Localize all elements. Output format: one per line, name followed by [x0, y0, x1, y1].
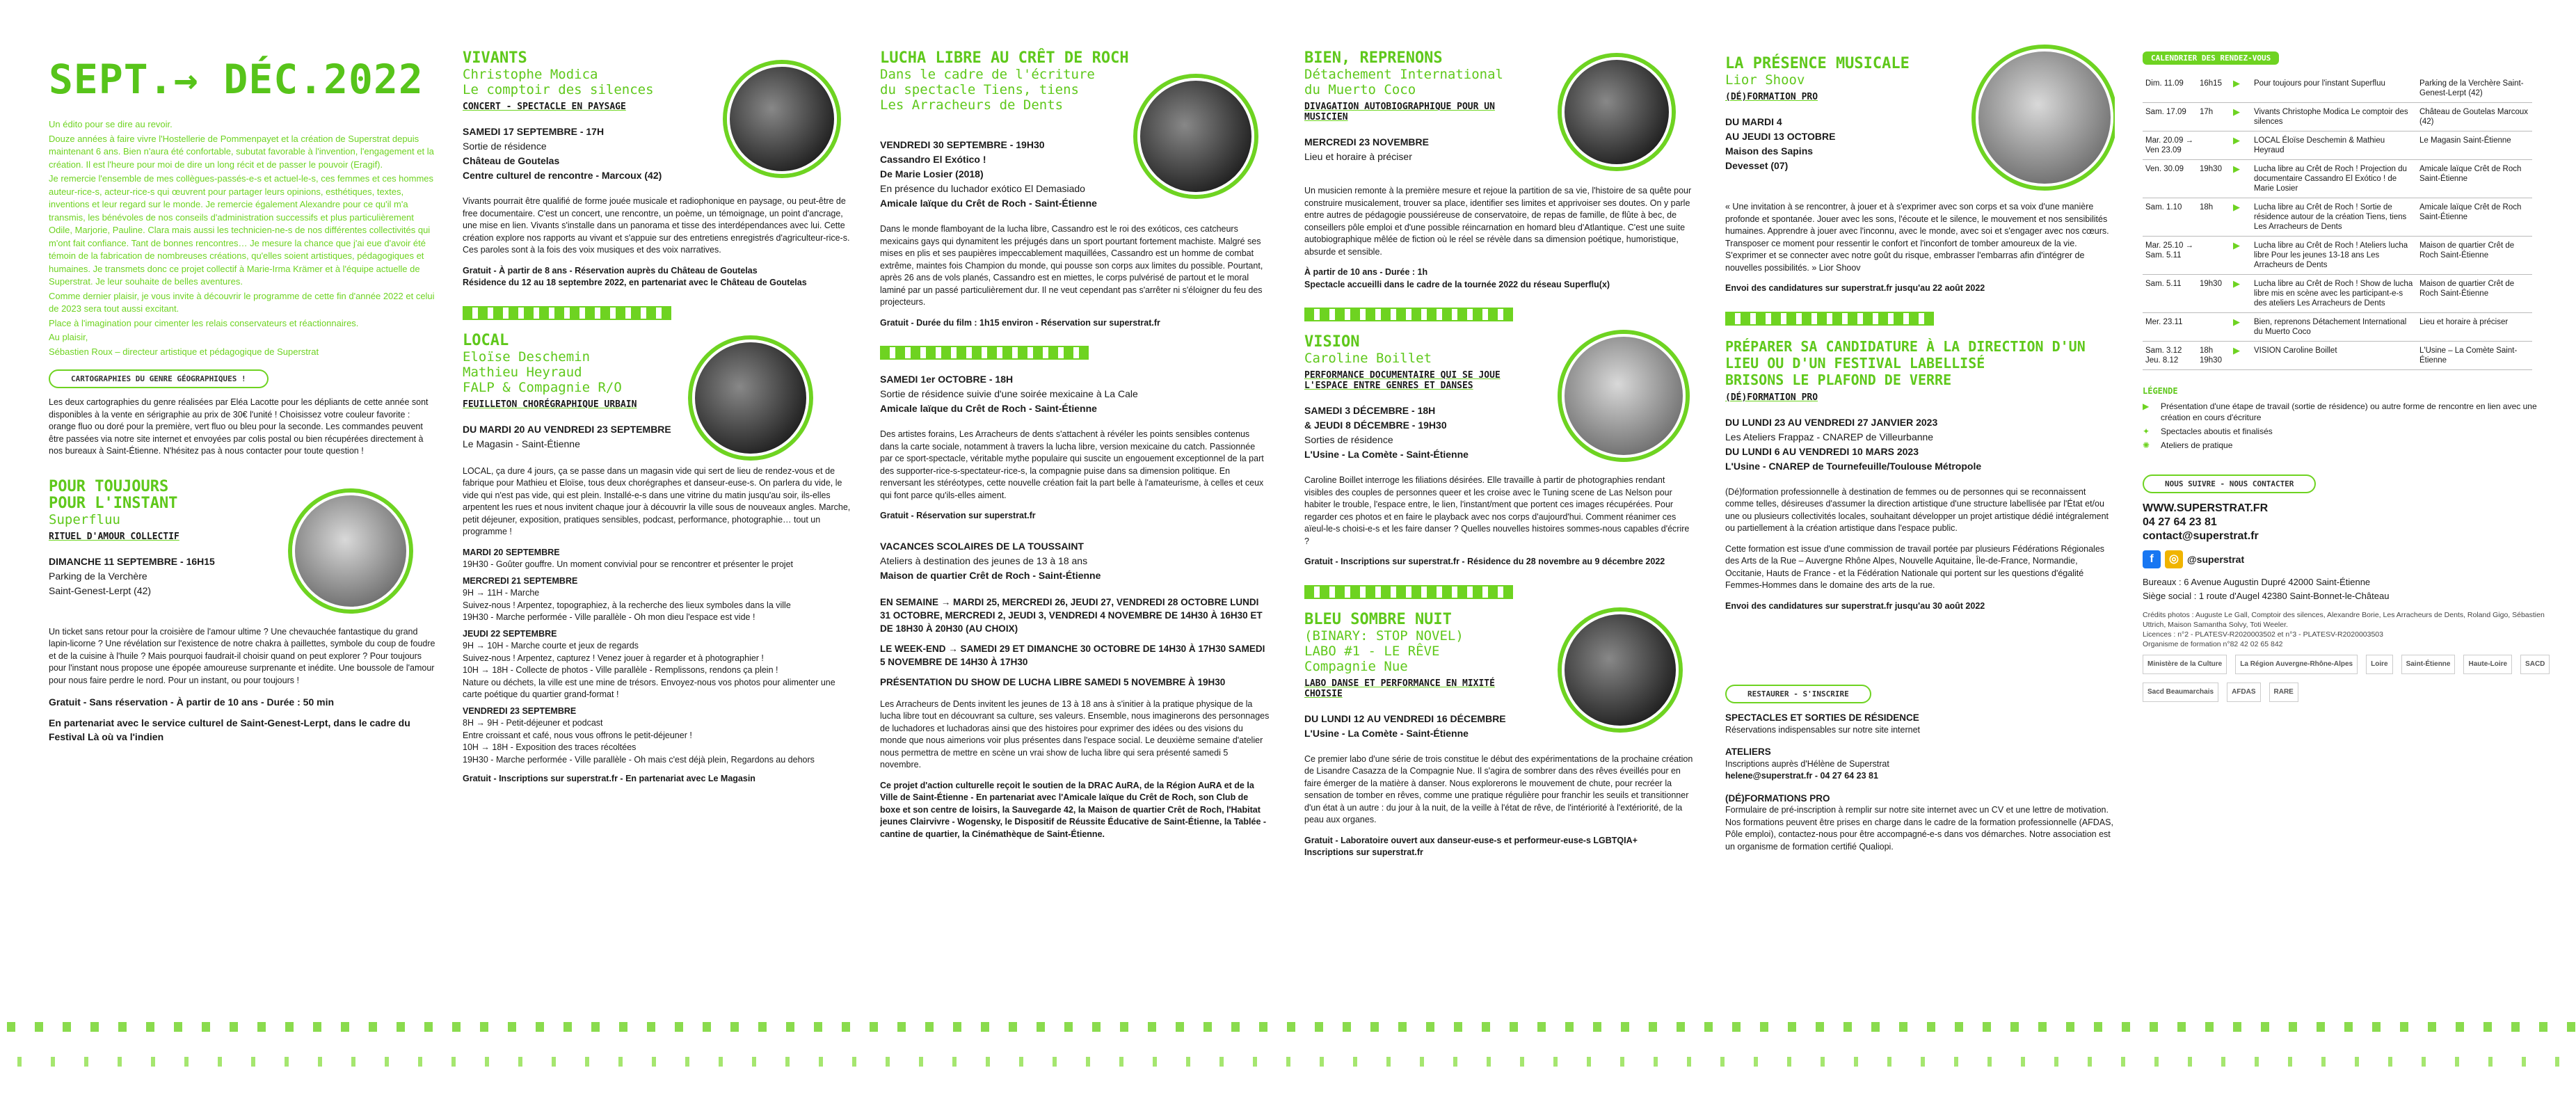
partner-logo: Loire [2366, 655, 2392, 674]
restaurer-s3: (DÉ)FORMATIONS PRO [1725, 792, 1830, 804]
local-day-4: VENDREDI 23 SEPTEMBRE [463, 705, 577, 716]
lucha-line-2a: Sortie de résidence suivie d'une soirée mexicaine à La Cale [880, 388, 1138, 399]
vision-photo [1562, 334, 1686, 458]
divider [1725, 312, 1934, 326]
calendar-event: Vivants Christophe Modica Le comptoir des silences [2251, 103, 2417, 131]
column-3 [880, 0, 1270, 1009]
lucha-title: LUCHA LIBRE AU CRÊT DE ROCH [880, 49, 1129, 67]
intro-line: Au plaisir, [49, 332, 88, 342]
email-link[interactable]: contact@superstrat.fr [2143, 530, 2259, 542]
bien-company-2: du Muerto Coco [1304, 82, 1416, 97]
vac-line-5: LE WEEK-END → SAMEDI 29 ET DIMANCHE 30 OCTOBRE DE 14H30 À 17H30 SAMEDI 5 NOVEMBRE DE 14H30 À 17H30 [880, 643, 1265, 667]
calendar-row [2143, 275, 2532, 313]
preparer-section [1725, 338, 2115, 613]
vivants-line-1: Sortie de résidence [463, 141, 547, 152]
facebook-icon[interactable]: f [2143, 550, 2161, 568]
calendar-place: Lieu et horaire à préciser [2417, 313, 2532, 342]
lucha-vacances [880, 539, 1270, 583]
local-day-4-c: 10H → 18H - Exposition des traces récoltées [463, 742, 637, 752]
calendar-time: 17h [2197, 103, 2230, 131]
bleu-title: BLEU SOMBRE NUIT [1304, 610, 1452, 628]
column-5 [1725, 0, 2115, 1009]
calendar-row [2143, 342, 2532, 370]
calendar-event: Pour toujours pour l'instant Superfluu [2251, 74, 2417, 103]
local-company: FALP & Compagnie R/O [463, 379, 622, 395]
bien-place: Lieu et horaire à préciser [1304, 151, 1412, 162]
vivants-foot-1: Gratuit - À partir de 8 ans - Réservation auprès du Château de Goutelas [463, 265, 758, 276]
intro-line: Place à l'imagination pour cimenter les relais conservateurs et réactionnaires. [49, 317, 359, 328]
local-artist-2: Mathieu Heyraud [463, 364, 582, 380]
local-day-3-d: Nature ou déchets, la ville est une mine de trésors. Envoyez-nous vos photos pour alimenter une carte poétique du quartier grand-format ! [463, 677, 835, 699]
local-day-3-b: Suivez-nous ! Arpentez, capturez ! Venez jouer à regarder et à photographier ! [463, 653, 764, 663]
bleu-foot-1: Gratuit - Laboratoire ouvert aux danseur-euse-s et performeur-euse-s LGBTQIA+ [1304, 835, 1638, 845]
organisme: Organisme de formation n°82 42 02 65 842 [2143, 640, 2283, 648]
toujours-title-2: POUR L'INSTANT [49, 494, 178, 512]
vac-line-2: Ateliers à destination des jeunes de 13 à 18 ans [880, 555, 1088, 566]
vision-line-1: Sorties de résidence [1304, 434, 1393, 445]
vivants-photo [727, 64, 837, 174]
bureaux: Bureaux : 6 Avenue Augustin Dupré 42000 Saint-Étienne [2143, 577, 2371, 587]
calendar-date: Sam. 3.12 Jeu. 8.12 [2143, 342, 2197, 370]
event-icon: ▶ [2230, 313, 2251, 342]
vision-title: VISION [1304, 333, 1360, 351]
calendar-place: Amicale laïque Crêt de Roch Saint-Étienne [2417, 198, 2532, 237]
bleu-foot-2: Inscriptions sur superstrat.fr [1304, 847, 1423, 857]
restaurer-s2a: Inscriptions auprès d'Hélène de Superstrat [1725, 758, 1889, 769]
lucha-section [880, 50, 1270, 840]
local-day-4-a: 8H → 9H - Petit-déjeuner et podcast [463, 718, 603, 728]
restaurer-s2b[interactable]: helene@superstrat.fr - 04 27 64 23 81 [1725, 771, 1878, 781]
calendar-date: Ven. 30.09 [2143, 160, 2197, 198]
partner-logo: Ministère de la Culture [2143, 655, 2227, 674]
lucha-date-2: SAMEDI 1er OCTOBRE - 18H [880, 374, 1014, 385]
calendar-place: Amicale laïque Crêt de Roch Saint-Étienne [2417, 160, 2532, 198]
calendar-event: VISION Caroline Boillet [2251, 342, 2417, 370]
local-title: LOCAL [463, 331, 509, 349]
bien-date: MERCREDI 23 NOVEMBRE [1304, 136, 1429, 147]
preparer-desc: (Dé)formation professionnelle à destination de femmes ou de personnes qui se reconnaissent comme telles, désireuses d'assumer la direction artistique d'une structure labellisée par l'État et/ou une ou plusieurs collectivités locales, souhaitant développer un projet artistique dédié intégralement ou partiellement à la création artistique dans l'espace public. [1725, 486, 2109, 533]
lucha-line-2: De Marie Losier (2018) [880, 168, 984, 179]
bleu-labo: LABO #1 - LE RÊVE [1304, 643, 1440, 659]
divider [1304, 308, 1513, 321]
preparer-date-1: DU LUNDI 23 AU VENDREDI 27 JANVIER 2023 [1725, 416, 1938, 428]
decorative-band [0, 1012, 2576, 1093]
toujours-city: Saint-Genest-Lerpt (42) [49, 584, 152, 596]
event-icon: ▶ [2230, 198, 2251, 237]
licences: Licences : n°2 - PLATESV-R2020003502 et n°3 - PLATESV-R2020003503 [2143, 630, 2383, 639]
lucha-photo [1137, 78, 1254, 195]
vivants-tag: CONCERT - SPECTACLE EN PAYSAGE [463, 102, 626, 112]
phone: 04 27 64 23 81 [2143, 516, 2217, 528]
bleu-section [1304, 612, 1694, 859]
lucha-desc: Dans le monde flamboyant de la lucha libre, Cassandro est le roi des exóticos, ces catcheurs mexicains gays qui dynamitent les préjugés dans un sport pourtant fortement machiste. Malgré ses mises en plis et ses paupières impeccablement maquillées, Cassandro est un homme de combat extrême, maintes fois Champion du monde, qui pousse son corps aux limites du possible. Pourtant, après 26 ans de vols planés, Cassandro est en miettes, le corps pulvérisé de partout et le moral laminé par un passé particulièrement dur. Il ne veut cependant pas s'arrêter ni s'éloigner du feu des projecteurs. [880, 224, 1263, 307]
legend-text: Ateliers de pratique [2161, 440, 2233, 450]
event-icon: ▶ [2230, 103, 2251, 131]
page-title: SEPT.→ DÉC.2022 [49, 56, 424, 103]
calendar-heading: CALENDRIER DES RENDEZ-VOUS [2143, 51, 2279, 65]
presence-place: Maison des Sapins [1725, 145, 1814, 157]
restaurer-s3a: Formulaire de pré-inscription à remplir sur notre site internet avec un CV et une lettre de motivation. Nos formations peuvent être prises en charge dans le cadre de la formation professionnelle (AFDAS, Pôle emploi), contactez-nous pour être accompagné-e-s dans vos démarches. Notre association est un organisme de formation certifié Qualiopi. [1725, 805, 2113, 852]
presence-date-2: AU JEUDI 13 OCTOBRE [1725, 131, 1836, 142]
column-2 [463, 0, 852, 1009]
calendar-time [2197, 131, 2230, 160]
vivants-line-3: Centre culturel de rencontre - Marcoux (42) [463, 170, 662, 181]
local-day-1-a: 19H30 - Goûter gouffre. Un moment convivial pour se rencontrer et présenter le projet [463, 559, 794, 569]
lucha-desc-2: Des artistes forains, Les Arracheurs de dents s'attachent à révéler les points sensibles contenus dans la carte sociale, notamment à travers la lucha libre, version mexicaine du catch. Passionnée par ce sport-spectacle, véritable mythe populaire qui suscite un engouement exceptionnel de la part des supporter-rice-s-spectateur-rice-s, la compagnie puise dans sa dimension politique. En renversant les stéréotypes, cette nouvelle création fait la part belle à l'amateurisme, à celles et ceux qui font parce qu'ils-elles aiment. [880, 429, 1264, 500]
editorial [49, 118, 438, 358]
calendar-event: Bien, reprenons Détachement International du Muerto Coco [2251, 313, 2417, 342]
vac-line-6: PRÉSENTATION DU SHOW DE LUCHA LIBRE SAMEDI 5 NOVEMBRE À 19H30 [880, 676, 1226, 687]
calendar-event: Lucha libre au Crêt de Roch ! Sortie de résidence autour de la création Tiens, tiens Les Arracheurs de Dents [2251, 198, 2417, 237]
calendar-row [2143, 237, 2532, 275]
carto-pill: CARTOGRAPHIES DU GENRE GÉOGRAPHIQUES ! [49, 369, 269, 388]
divider [880, 346, 1089, 360]
vision-desc: Caroline Boillet interroge les filiations désirées. Elle travaille à partir de photographies rendant visibles des couples de personnes queer et les croise avec le Tuning scene de Las Nelson pour habiter le trouble, l'espace entre, le lien, l'instant/ment que portent ces images récupérées. Pour regarder ces photos et en faire le playback avec nos corps d'aujourd'hui. Comment réanimer ces aïeul-le-s choisi-e-s et les faire danser ? Quelles nouvelles histoires sommes-nous capables d'écrire ? [1304, 475, 1690, 546]
vivants-date: SAMEDI 17 SEPTEMBRE - 17H [463, 126, 605, 137]
lucha-subtitle: Dans le cadre de l'écriture du spectacle Tiens, tiens [880, 67, 1095, 97]
vivants-foot-2: Résidence du 12 au 18 septembre 2022, en partenariat avec le Château de Goutelas [463, 278, 807, 287]
calendar-date: Sam. 17.09 [2143, 103, 2197, 131]
calendar-place: Parking de la Verchère Saint-Genest-Lerpt (42) [2417, 74, 2532, 103]
local-place: Le Magasin - Saint-Étienne [463, 438, 580, 449]
lucha-line-1: Cassandro El Exótico ! [880, 154, 986, 165]
carto-text: Les deux cartographies du genre réalisées par Eléa Lacotte pour les dépliants de cette année sont disponibles à la vente en sérigraphie au prix de 30€ l'unité ! Choisissez votre couleur favorite : orange fluo ou doré pour la première, vert fluo ou bleu pour la seconde. Les commandes peuvent être passées via notre site internet et envoyées par colis postal ou bien récupérées directement à nos bureaux à Saint-Étienne. N'hésitez pas à nous contacter pour toute question ! [49, 397, 429, 456]
bien-foot-2: Spectacle accueilli dans le cadre de la tournée 2022 du réseau Superflu(x) [1304, 279, 1610, 289]
vision-date: SAMEDI 3 DÉCEMBRE - 18H [1304, 405, 1436, 416]
bleu-company: Compagnie Nue [1304, 658, 1408, 674]
intro-line: Douze années à faire vivre l'Hostellerie de Pommenpayet et la création de Superstrat depuis maintenant 6 ans. Bien n'aura été confortable, subutat favorable à l'invention, l'engagement et la création. Il est l'heure pour moi de dire un long récit et de passer le pouvoir (Eragif). [49, 133, 434, 170]
calendar-place: L'Usine – La Comète Saint-Étienne [2417, 342, 2532, 370]
presence-section [1725, 56, 2115, 295]
toujours-tag: RITUEL D'AMOUR COLLECTIF [49, 531, 179, 542]
calendar-row [2143, 198, 2532, 237]
lucha-foot-3: Ce projet d'action culturelle reçoit le soutien de la DRAC AuRA, de la Région AuRA et de la Ville de Saint-Étienne - En partenariat avec l'Amicale laïque du Crêt de Roch, son Club de boxe et son centre de loisirs, la Sauvegarde 42, la Maison de quartier Crêt de Roch, l'Habitat jeunes Clairvivre - Wogensky, le Dispositif de Réussite Éducative de Saint-Étienne, la Tablée - cantine de quartier, la Cinémathèque de Saint-Étienne. [880, 780, 1267, 839]
presence-desc: « Une invitation à se rencontrer, à jouer et à s'exprimer avec son corps et sa voix d'une manière profonde et spontanée. Jouer avec les sons, l'écoute et le silence, le mouvement et nos sensibilités humaines. Apprendre à jouer avec l'inconnu, avec le monde, avec soi et s'engager avec nos cœurs. Transposer ce moment pour ressentir le confort et l'inconfort de tomber amoureux de la vie. S'exprimer et se connecter avec notre goût du risque, embrasser l'embarras afin d'intégrer de nouvelles possibilités. » Lior Shoov [1725, 202, 2109, 273]
divider [463, 306, 671, 320]
calendar-time: 19h30 [2197, 275, 2230, 313]
lucha-foot: Gratuit - Durée du film : 1h15 environ - Réservation sur superstrat.fr [880, 317, 1160, 328]
local-day-2-c: 19H30 - Marche performée - Ville parallèle - Oh mon dieu l'espace est vide ! [463, 612, 755, 622]
vivants-line-2: Château de Goutelas [463, 155, 560, 166]
bien-section [1304, 50, 1694, 291]
bien-desc: Un musicien remonte à la première mesure et rejoue la partition de sa vie, l'histoire de sa quête pour construire musicalement, trouver sa place, identifier ses limites et apprivoiser ses doutes. On y parle entre autres de pédagogie poussiéreuse de conservatoire, de repas de famille, de flûte à bec, de conseillers pôle emploi et d'une possible réincarnation en homard bleu d'Atlantique. C'est une suite autobiographique mêlée de fiction où le réel se révèle dans sa dimension poétique, humoristique, absurde et sensible. [1304, 186, 1692, 257]
vivants-desc: Vivants pourrait être qualifié de forme jouée musicale et radiophonique en paysage, ou peut-être de free documentaire. C'est un concert, une rencontre, un poème, un témoignage, un point d'ancrage, une mise en lien. Vivants s'installe dans un panorama et tisse des interdépendances avec lui. Cette création explore nos rapports au vivant et s'appuie sur des entretiens enregistrés d'agriculteur-rice-s. Ces paroles sont à la fois des voix musiques et des voix narratives. [463, 196, 850, 255]
presence-artist: Lior Shoov [1725, 72, 1805, 88]
calendar-row [2143, 74, 2532, 103]
toujours-title-1: POUR TOUJOURS [49, 477, 169, 495]
calendar-row [2143, 103, 2532, 131]
vac-line-3: Maison de quartier Crêt de Roch - Saint-Étienne [880, 569, 1101, 581]
vac-line-4: EN SEMAINE → MARDI 25, MERCREDI 26, JEUDI 27, VENDREDI 28 OCTOBRE LUNDI 31 OCTOBRE, MERCREDI 2, JEUDI 3, VENDREDI 4 NOVEMBRE DE 14H30 À 16H30 ET DE 18H30 À 20H30 (AU CHOIX) [880, 596, 1263, 634]
preparer-date-2: DU LUNDI 6 AU VENDREDI 10 MARS 2023 [1725, 445, 1919, 457]
local-day-3-c: 10H → 18H - Collecte de photos - Ville parallèle - Remplissons, rendons ça plein ! [463, 665, 778, 675]
bleu-place: L'Usine - La Comète - Saint-Étienne [1304, 727, 1469, 739]
local-section [463, 333, 852, 785]
local-day-2-b: Suivez-nous ! Arpentez, topographiez, à la recherche des lieux symboles dans la ville [463, 600, 791, 610]
legend-item [2143, 426, 2553, 437]
lucha-desc-3: Les Arracheurs de Dents invitent les jeunes de 13 à 18 ans à s'initier à la pratique physique de la lucha libre tout en découvrant sa culture, ses valeurs. Ensemble, nous imaginerons des personnages de luchadores et luchadoras ainsi que des histoires pour exprimer des idées ou des visions du monde que nous aimerions voir plus présentes dans l'espace social. Le deuxième semaine d'atelier nous permettra de mettre en scène un vrai show de lucha libre qui sera présenté samedi 5 novembre. [880, 699, 1270, 769]
calendar-date: Mar. 25.10 → Sam. 5.11 [2143, 237, 2197, 275]
bien-foot-1: À partir de 10 ans - Durée : 1h [1304, 267, 1428, 277]
intro-line: Comme dernier plaisir, je vous invite à découvrir le programme de cette fin d'année 2022 et celui de 2023 sera tout aussi excitant. [49, 290, 435, 314]
legend-item [2143, 440, 2553, 451]
local-day-2-a: 9H → 11H - Marche [463, 588, 540, 598]
calendar-place: Maison de quartier Crêt de Roch Saint-Étienne [2417, 275, 2532, 313]
calendar-event: Lucha libre au Crêt de Roch ! Show de lucha libre mis en scène avec les participant-e-s des ateliers Les Arracheurs de Dents [2251, 275, 2417, 313]
calendar-time: 18h [2197, 198, 2230, 237]
partner-logo: La Région Auvergne-Rhône-Alpes [2235, 655, 2358, 674]
toujours-desc: Un ticket sans retour pour la croisière de l'amour ultime ? Une chevauchée fantastique du grand lapin-licorne ? Une révélation sur l'existence de notre chakra à paillettes, symbole du coup de foudre et de la cuisine à l'huile ? Mais pourquoi faudrait-il choisir quand on peut explorer ? Pour toujours pour l'instant nous propose une épopée amoureuse surprenante et inédite. Une boussole de l'amour pour nous faire perdre le nord. Pour un instant, ou pour toujours ! [49, 626, 435, 685]
calendar-time [2197, 313, 2230, 342]
preparer-tag: (DÉ)FORMATION PRO [1725, 392, 1818, 403]
calendar-date: Mer. 23.11 [2143, 313, 2197, 342]
social-handle: @superstrat [2187, 554, 2245, 565]
bleu-desc: Ce premier labo d'une série de trois constitue le début des expérimentations de la prochaine création de Lisandre Casazza de la Compagnie Nue. Il s'agira de sombrer dans des rêves éveillés pour en faire émerger de la matière à danser. Nous explorerons le mouvement de chute, pour recréer la sensation de tomber en rêves, comme une pratique régulière pour franchir les seuils et transitionner d'un état à un autre : du jour à la nuit, de la veille à l'état de rêve, de l'intériorité à l'extériorité, de la peau aux organes. [1304, 753, 1693, 824]
contact-pill: NOUS SUIVRE - NOUS CONTACTER [2143, 474, 2316, 493]
local-day-3: JEUDI 22 SEPTEMBRE [463, 628, 557, 639]
event-icon: ▶ [2230, 237, 2251, 275]
intro-line: Je remercie l'ensemble de mes collègues-passés-e-s et actuel-le-s, ces femmes et ces hommes auteur-rice-s, acteur-rice-s qui œuvrent pour partager leurs opinions, esthétiques, textes, inventions et leur regard sur le monde. Je remercie également Alexandre pour ce qu'il m'a transmis, les bénévoles de nos conseils d'administration successifs et plus particulièrement Odile, Marjorie, Pauline. Clara mais aussi les technicien-ne-s de nos différentes collectivités qui m'ont fait confiance. Tant de bonnes rencontres… Je mesure la chance que j'ai eue d'avoir été témoin de la fabrication de nombreuses créations, qu'elles soient artistiques, pédagogiques et humaines. Je transmets donc ce projet collectif à Marie-Irma Krämer et à l'équipe actuelle de Superstrat. Je leur souhaite de belles aventures. [49, 173, 434, 287]
presence-foot: Envoi des candidatures sur superstrat.fr jusqu'au 22 août 2022 [1725, 283, 1985, 293]
bien-tag: DIVAGATION AUTOBIOGRAPHIQUE POUR UN MUSICIEN [1304, 102, 1495, 122]
bleu-tag: LABO DANSE ET PERFORMANCE EN MIXITÉ CHOISIE [1304, 678, 1495, 699]
event-icon: ▶ [2230, 342, 2251, 370]
preparer-foot: Envoi des candidatures sur superstrat.fr jusqu'au 30 août 2022 [1725, 600, 1985, 611]
vivants-title: VIVANTS [463, 49, 527, 67]
calendar-row [2143, 160, 2532, 198]
calendar-date: Sam. 5.11 [2143, 275, 2197, 313]
restaurer-section [1725, 675, 2115, 853]
legend [2143, 385, 2553, 451]
lucha-line-2b: Amicale laïque du Crêt de Roch - Saint-Étienne [880, 403, 1097, 414]
toujours-photo [292, 493, 409, 609]
calendar-place: Château de Goutelas Marcoux (42) [2417, 103, 2532, 131]
restaurer-s1: SPECTACLES ET SORTIES DE RÉSIDENCE [1725, 712, 1919, 723]
column-4 [1304, 0, 1694, 1009]
vision-line-2: L'Usine - La Comète - Saint-Étienne [1304, 449, 1469, 460]
legend-text: Présentation d'une étape de travail (sortie de résidence) ou autre forme de rencontre en lien avec une création en cours d'écriture [2161, 401, 2537, 422]
partner-logo: SACD [2520, 655, 2550, 674]
spectacle-icon: ✦ [2143, 426, 2150, 436]
vision-foot: Gratuit - Inscriptions sur superstrat.fr - Résidence du 28 novembre au 9 décembre 2022 [1304, 557, 1665, 566]
lucha-line-3: En présence du luchador exótico El Demasiado [880, 183, 1085, 194]
vivants-artist: Christophe Modica [463, 67, 598, 82]
toujours-date: DIMANCHE 11 SEPTEMBRE - 16H15 [49, 555, 215, 567]
restaurer-s1a: Réservations indispensables sur notre site internet [1725, 724, 1921, 735]
website-link[interactable]: WWW.SUPERSTRAT.FR [2143, 502, 2269, 514]
social-links [2143, 550, 2553, 568]
contact-block [2143, 502, 2553, 702]
vivants-subtitle: Le comptoir des silences [463, 82, 654, 97]
local-day-4-b: Entre croissant et café, nous vous offrons le petit-déjeuner ! [463, 730, 692, 740]
partner-logo: Saint-Étienne [2401, 655, 2456, 674]
presence-tag: (DÉ)FORMATION PRO [1725, 92, 1818, 102]
lucha-foot-2: Gratuit - Réservation sur superstrat.fr [880, 511, 1036, 520]
local-day-2: MERCREDI 21 SEPTEMBRE [463, 575, 578, 586]
toujours-foot-2: En partenariat avec le service culturel de Saint-Genest-Lerpt, dans le cadre du Festival Là où va l'indien [49, 717, 410, 742]
preparer-info [1725, 415, 2115, 474]
vivants-section [463, 50, 852, 289]
column-1 [49, 0, 438, 1009]
toujours-section [49, 479, 438, 744]
bien-photo [1562, 57, 1672, 167]
calendar-date: Sam. 1.10 [2143, 198, 2197, 237]
lucha-info-2 [880, 372, 1270, 416]
restaurer-pill: RESTAURER - S'INSCRIRE [1725, 685, 1871, 703]
partner-logos [2143, 655, 2553, 702]
preparer-place-1: Les Ateliers Frappaz - CNAREP de Villeurbanne [1725, 431, 1934, 442]
siege: Siège social : 1 route d'Augel 42380 Saint-Bonnet-le-Château [2143, 591, 2390, 601]
local-photo [692, 340, 809, 456]
presence-photo [1976, 49, 2113, 186]
calendar-event: Lucha libre au Crêt de Roch ! Projection du documentaire Cassandro El Exótico ! de Marie Losier [2251, 160, 2417, 198]
local-day-1: MARDI 20 SEPTEMBRE [463, 547, 560, 557]
presence-date-1: DU MARDI 4 [1725, 116, 1782, 127]
toujours-foot-1: Gratuit - Sans réservation - À partir de 10 ans - Durée : 50 min [49, 696, 335, 708]
preparer-desc-2: Cette formation est issue d'une commission de travail portée par plusieurs Fédérations Régionales des Arts de la Rue – Auvergne Rhône Alpes, Nouvelle Aquitaine, Île-de-France, Normandie, Occitanie, Hauts de France - et la Fédération Nationale qui portent sur les questions d'égalité Femmes-Hommes dans le domaine des arts de la rue. [1725, 543, 2105, 590]
calendar-table [2143, 74, 2532, 370]
calendar-event: LOCAL Éloïse Deschemin & Mathieu Heyraud [2251, 131, 2417, 160]
local-date: DU MARDI 20 AU VENDREDI 23 SEPTEMBRE [463, 423, 671, 435]
calendar-place: Le Magasin Saint-Étienne [2417, 131, 2532, 160]
toujours-place: Parking de la Verchère [49, 570, 147, 582]
instagram-icon[interactable]: ◎ [2165, 550, 2183, 568]
lucha-date: VENDREDI 30 SEPTEMBRE - 19H30 [880, 139, 1045, 150]
restaurer-s2: ATELIERS [1725, 747, 1771, 757]
presence-title: LA PRÉSENCE MUSICALE [1725, 55, 1910, 72]
calendar-time: 18h 19h30 [2197, 342, 2230, 370]
calendar-time: 19h30 [2197, 160, 2230, 198]
preparer-title: PRÉPARER SA CANDIDATURE À LA DIRECTION D'UN LIEU OU D'UN FESTIVAL LABELLISÉ [1725, 337, 2086, 372]
local-day-3-a: 9H → 10H - Marche courte et jeux de regards [463, 641, 639, 651]
atelier-icon: ✺ [2143, 440, 2150, 450]
preparer-place-2: L'Usine - CNAREP de Tournefeuille/Toulouse Métropole [1725, 460, 1982, 472]
event-icon: ▶ [2230, 160, 2251, 198]
lucha-company: Les Arracheurs de Dents [880, 97, 1064, 113]
preparer-subtitle: BRISONS LE PLAFOND DE VERRE [1725, 371, 1952, 388]
intro-line: Un édito pour se dire au revoir. [49, 119, 173, 129]
calendar-date: Mar. 20.09 → Ven 23.09 [2143, 131, 2197, 160]
partner-logo: RARE [2269, 683, 2298, 702]
calendar-event: Lucha libre au Crêt de Roch ! Ateliers lucha libre Pour les jeunes 13-18 ans Les Arracheurs de Dents [2251, 237, 2417, 275]
divider [1304, 585, 1513, 599]
local-artist-1: Eloïse Deschemin [463, 349, 591, 365]
local-foot: Gratuit - Inscriptions sur superstrat.fr - En partenariat avec Le Magasin [463, 774, 755, 783]
toujours-artist: Superfluu [49, 511, 120, 527]
calendar-row [2143, 131, 2532, 160]
vision-date-2: & JEUDI 8 DÉCEMBRE - 19H30 [1304, 420, 1447, 431]
local-desc: LOCAL, ça dure 4 jours, ça se passe dans un magasin vide qui sert de lieu de rendez-vous et de fabrique pour Mathieu et Eloïse, tous deux chorégraphes et danseur-euse-s. On parlera du vide, le vide qui n'est pas vide, qui est plein. Installé-e-s dans une vitrine du matin jusqu'au soir, ils-elles arpentent les rues et nous invitent chaque jour à découvrir la ville sous de nouveaux angles. Marche, petit déjeuner, exposition, pratiques sensibles, podcast, performance, photographie… tout un programme ! [463, 465, 851, 536]
calendar-place: Maison de quartier Crêt de Roch Saint-Étienne [2417, 237, 2532, 275]
bien-title: BIEN, REPRENONS [1304, 49, 1443, 67]
partner-logo: AFDAS [2227, 683, 2260, 702]
bleu-photo [1562, 612, 1679, 728]
lucha-line-4: Amicale laïque du Crêt de Roch - Saint-Étienne [880, 198, 1097, 209]
calendar-time [2197, 237, 2230, 275]
bleu-subtitle: (BINARY: STOP NOVEL) [1304, 628, 1464, 644]
local-day-4-d: 19H30 - Marche performée - Ville parallèle - Oh mais c'est déjà plein, Regardons au dehors [463, 754, 815, 765]
intro-line: Sébastien Roux – directeur artistique et pédagogique de Superstrat [49, 346, 319, 357]
vac-line-1: VACANCES SCOLAIRES DE LA TOUSSAINT [880, 540, 1084, 552]
legend-title: LÉGENDE [2143, 386, 2178, 396]
credits: Crédits photos : Auguste Le Gall, Comptoir des silences, Alexandre Borie, Les Arracheurs de Dents, Roland Gigo, Sébastien Uttrich, Maison Samantha Solvy, Toti Weeler. [2143, 611, 2545, 629]
legend-text: Spectacles aboutis et finalisés [2161, 426, 2273, 436]
column-6 [2143, 0, 2553, 1009]
calendar-time: 16h15 [2197, 74, 2230, 103]
legend-item [2143, 401, 2553, 423]
vision-tag: PERFORMANCE DOCUMENTAIRE QUI SE JOUE L'ESPACE ENTRE GENRES ET DANSES [1304, 370, 1501, 391]
calendar-date: Dim. 11.09 [2143, 74, 2197, 103]
local-tag: FEUILLETON CHORÉGRAPHIQUE URBAIN [463, 399, 637, 410]
event-icon: ▶ [2230, 131, 2251, 160]
bien-company-1: Détachement International [1304, 67, 1503, 82]
event-icon: ▶ [2230, 275, 2251, 313]
presence-city: Devesset (07) [1725, 160, 1789, 171]
residence-icon: ▶ [2143, 401, 2150, 411]
vision-section [1304, 334, 1694, 568]
bleu-date: DU LUNDI 12 AU VENDREDI 16 DÉCEMBRE [1304, 712, 1506, 724]
partner-logo: Sacd Beaumarchais [2143, 683, 2218, 702]
vision-artist: Caroline Boillet [1304, 351, 1432, 366]
calendar-row [2143, 313, 2532, 342]
event-icon: ▶ [2230, 74, 2251, 103]
partner-logo: Haute-Loire [2463, 655, 2512, 674]
